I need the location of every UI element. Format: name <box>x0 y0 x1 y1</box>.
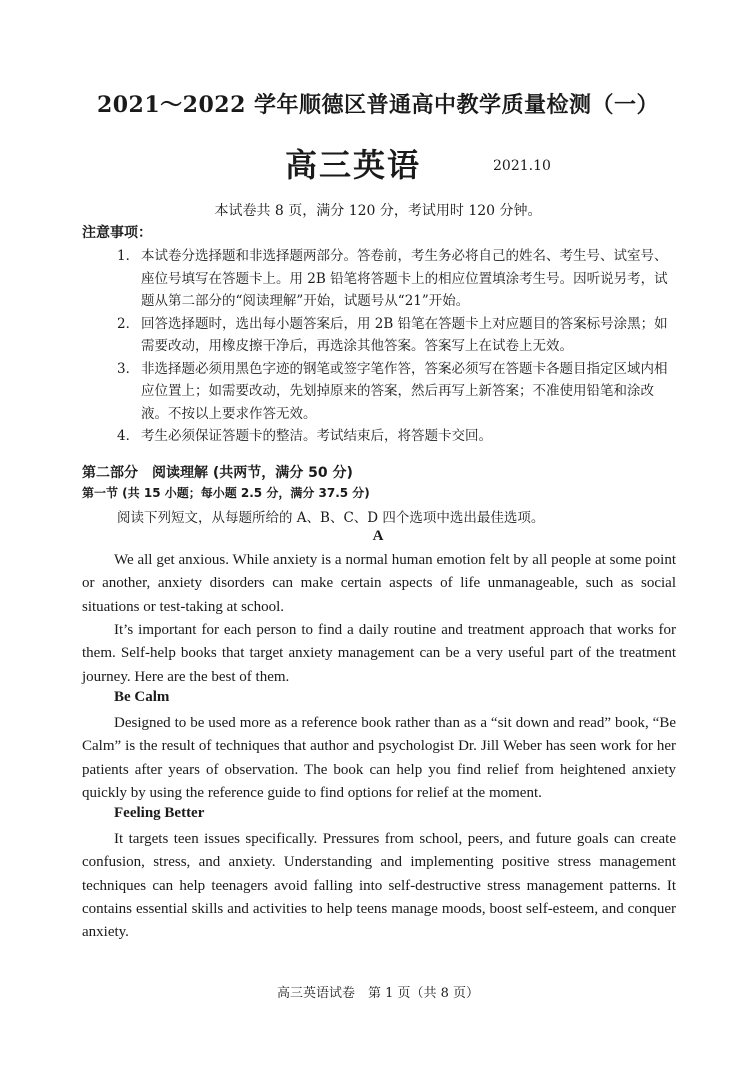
notes-heading: 注意事项： <box>82 225 152 241</box>
book-title: Feeling Better <box>114 805 205 821</box>
note-number: 3． <box>117 360 140 377</box>
note-text: 非选择题必须用黑色字迹的钢笔或签字笔作答，答案必须写在答题卡各题目指定区域内相应位置上；如需要改动，先划掉原来的答案，然后再写上新答案；不准使用铅笔和涂改液。不按以上要求作答无效。 <box>141 360 668 422</box>
passage-label: A <box>372 528 384 544</box>
exam-date: 2021.10 <box>493 158 551 174</box>
book-description: Designed to be used more as a reference book rather than as a “sit down and read” book, “Be Calm” is the result of techniques that author and psychologist Dr. Jill Weber has seen work for her patients after years of observation. The book can help you find relief from heightened anxiety quickly by using the reference guide to find options for relief at the moment. <box>82 715 676 801</box>
note-number: 1． <box>117 248 140 264</box>
note-item <box>117 425 677 448</box>
note-item <box>117 358 677 426</box>
note-number: 4． <box>117 428 140 444</box>
note-number: 2． <box>117 315 140 332</box>
exam-info: 本试卷共 8 页，满分 120 分，考试用时 120 分钟。 <box>214 203 542 219</box>
book-title: Be Calm <box>114 689 170 705</box>
exam-main-title: 2021～2022 学年顺德区普通高中教学质量检测（一） <box>96 92 660 118</box>
reading-instructions: 阅读下列短文，从每题所给的 A、B、C、D 四个选项中选出最佳选项。 <box>117 510 545 526</box>
part-two-heading: 第二部分 阅读理解 (共两节，满分 50 分) <box>82 465 353 481</box>
passage-paragraph: It’s important for each person to find a daily routine and treatment approach that works for them. Self-help books that target anxiety management can be a very useful part of the treatment journey. Here are the best of them. <box>82 622 676 685</box>
note-item <box>117 245 677 313</box>
page-footer: 高三英语试卷 第 1 页（共 8 页） <box>276 986 480 1001</box>
note-text: 考生必须保证答题卡的整洁。考试结束后，将答题卡交回。 <box>141 428 492 444</box>
note-item <box>117 313 677 358</box>
passage-paragraph: We all get anxious. While anxiety is a normal human emotion felt by all people at some point or another, anxiety disorders can make certain aspects of life unmanageable, such as social situations or test-taking at school. <box>82 552 676 615</box>
section-one-heading: 第一节 (共 15 小题；每小题 2.5 分，满分 37.5 分) <box>82 486 370 500</box>
note-text: 回答选择题时，选出每小题答案后，用 2B 铅笔在答题卡上对应题目的答案标号涂黑；如需要改动，用橡皮擦干净后，再选涂其他答案。答案写上在试卷上无效。 <box>141 315 668 354</box>
subject-title: 高三英语 <box>285 146 422 184</box>
notes-list <box>117 245 677 448</box>
book-description: It targets teen issues specifically. Pressures from school, peers, and future goals can create confusion, stress, and anxiety. Understanding and implementing positive stress management techniques can help teenagers avoid falling into self-destructive stress management patterns. It contains essential skills and activities to help teens manage moods, boost self-esteem, and conquer anxiety. <box>82 831 676 941</box>
subject-title-row <box>0 140 756 184</box>
note-text: 本试卷分选择题和非选择题两部分。答卷前，考生务必将自己的姓名、考生号、试室号、座位号填写在答题卡上。用 2B 铅笔将答题卡上的相应位置填涂考生号。因听说另考，试题从第二部分的“阅读理解”开始，试题号从“21”开始。 <box>141 248 668 309</box>
